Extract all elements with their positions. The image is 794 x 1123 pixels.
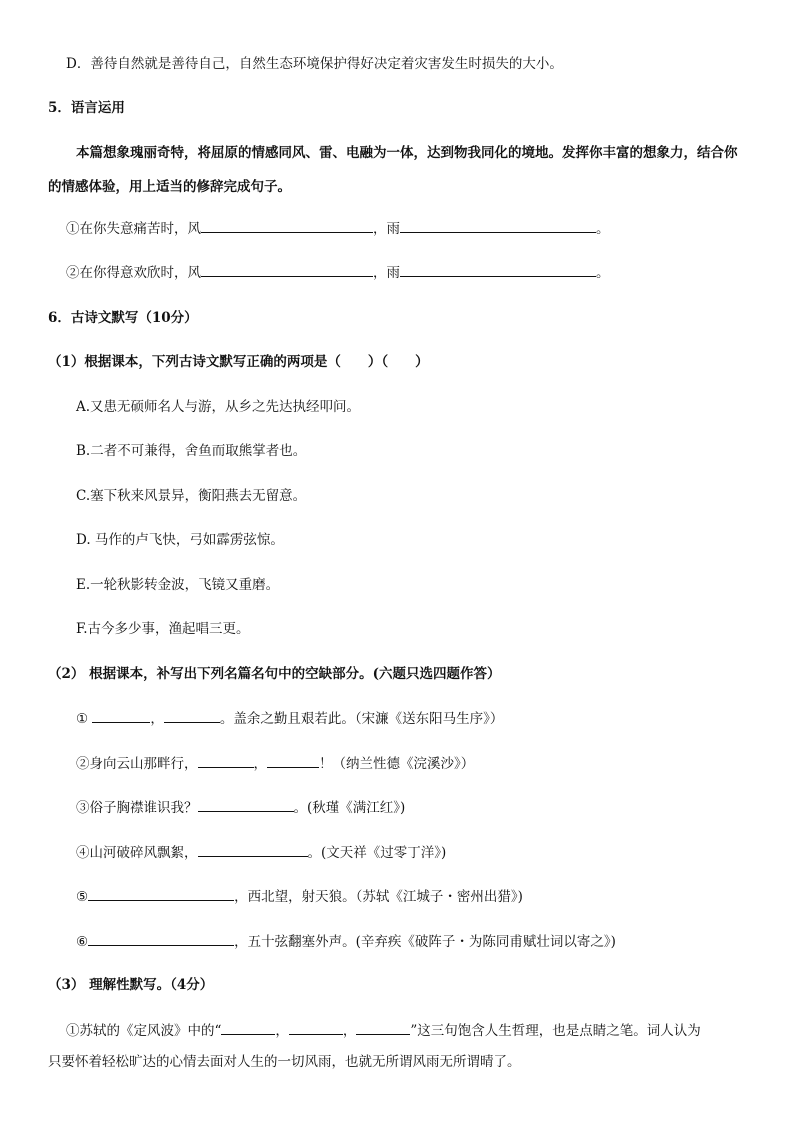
section-5-prompt: 本篇想象瑰丽奇特，将屈原的情感同风、雷、电融为一体，达到物我同化的境地。发挥你丰富的想象力，结合你的情感体验，用上适当的修辞完成句子。: [48, 145, 738, 195]
q6-part1-title: （1）根据课本，下列古诗文默写正确的两项是（ ）（ ）: [48, 354, 429, 370]
q6-part2-title: （2） 根据课本，补写出下列名篇名句中的空缺部分。(六题只选四题作答）: [48, 666, 501, 682]
answer-blank[interactable]: [88, 931, 234, 946]
q5-line-2: [66, 262, 610, 283]
part3-lead: ①苏轼的《定风波》中的“: [66, 1023, 222, 1039]
fill-item-1-pre: ①: [76, 711, 89, 727]
answer-blank[interactable]: [267, 753, 319, 768]
fill-item-6-post: ，五十弦翻塞外声。(辛弃疾《破阵子・为陈同甫赋壮词以寄之》): [234, 934, 616, 950]
option-c: C.塞下秋来风景异，衡阳燕去无留意。: [76, 488, 307, 504]
q5-line-1: [66, 218, 610, 239]
fill-item-5-pre: ⑤: [76, 889, 89, 905]
section-6-heading: 6．古诗文默写（10分）: [48, 310, 198, 326]
fill-item-3: [76, 797, 405, 818]
fill-item-4-post: 。(文天祥《过零丁洋》): [307, 845, 447, 861]
fill-item-6-pre: ⑥: [76, 934, 89, 950]
fill-item-1-mid: ，: [150, 711, 164, 727]
part3-sep: ，: [342, 1023, 357, 1039]
answer-blank[interactable]: [201, 262, 373, 277]
answer-blank[interactable]: [88, 886, 234, 901]
q6-part3-title: （3） 理解性默写。（4分）: [48, 977, 214, 993]
q5-end: 。: [596, 265, 610, 281]
q5-end: 。: [596, 221, 610, 237]
q5-comma: ，雨: [373, 265, 400, 281]
answer-blank[interactable]: [164, 708, 220, 723]
answer-blank[interactable]: [356, 1020, 410, 1035]
answer-blank[interactable]: [198, 842, 308, 857]
fill-item-2-mid: ，: [253, 756, 267, 772]
q5-line-1-lead: ①在你失意痛苦时，风: [66, 221, 201, 237]
section-5-heading: 5．语言运用: [48, 100, 125, 116]
fill-item-6: [76, 931, 616, 952]
answer-blank[interactable]: [198, 797, 294, 812]
fill-item-2-post: ！（纳兰性德《浣溪沙》）: [319, 756, 475, 772]
part3-line-1: [66, 1020, 701, 1041]
answer-blank[interactable]: [400, 218, 596, 233]
fill-item-5-post: ，西北望，射天狼。（苏轼《江城子・密州出猎》): [234, 889, 523, 905]
answer-blank[interactable]: [221, 1020, 275, 1035]
q5-line-2-lead: ②在你得意欢欣时，风: [66, 265, 201, 281]
fill-item-2: [76, 753, 474, 774]
fill-item-3-post: 。(秋瑾《满江红》): [293, 800, 406, 816]
fill-item-4-pre: ④山河破碎风飘絮，: [76, 845, 198, 861]
fill-item-3-pre: ③俗子胸襟谁识我？: [76, 800, 198, 816]
option-e: E.一轮秋影转金波，飞镜又重磨。: [76, 577, 280, 593]
option-d: D. 马作的卢飞快，弓如霹雳弦惊。: [76, 532, 284, 548]
answer-blank[interactable]: [198, 753, 254, 768]
part3-sep: ，: [275, 1023, 289, 1039]
answer-blank[interactable]: [92, 708, 150, 723]
fill-item-1: [76, 708, 503, 729]
fill-item-4: [76, 842, 446, 863]
option-f: F.古今多少事，渔起唱三更。: [76, 621, 250, 637]
part3-line-2: 只要怀着轻松旷达的心情去面对人生的一切风雨，也就无所谓风雨无所谓晴了。: [48, 1054, 521, 1070]
fill-item-2-pre: ②身向云山那畔行，: [76, 756, 198, 772]
answer-blank[interactable]: [400, 262, 596, 277]
q5-comma: ，雨: [373, 221, 400, 237]
part3-tail: ”这三句饱含人生哲理，也是点睛之笔。词人认为: [410, 1023, 701, 1039]
answer-blank[interactable]: [289, 1020, 343, 1035]
option-d-q4: D．善待自然就是善待自己，自然生态环境保护得好决定着灾害发生时损失的大小。: [66, 56, 563, 72]
option-b: B.二者不可兼得，舍鱼而取熊掌者也。: [76, 443, 307, 459]
option-a: A.又患无硕师名人与游，从乡之先达执经叩问。: [76, 399, 361, 415]
answer-blank[interactable]: [201, 218, 373, 233]
fill-item-1-post: 。盖余之勤且艰若此。（宋濂《送东阳马生序》）: [219, 711, 504, 727]
fill-item-5: [76, 886, 523, 907]
